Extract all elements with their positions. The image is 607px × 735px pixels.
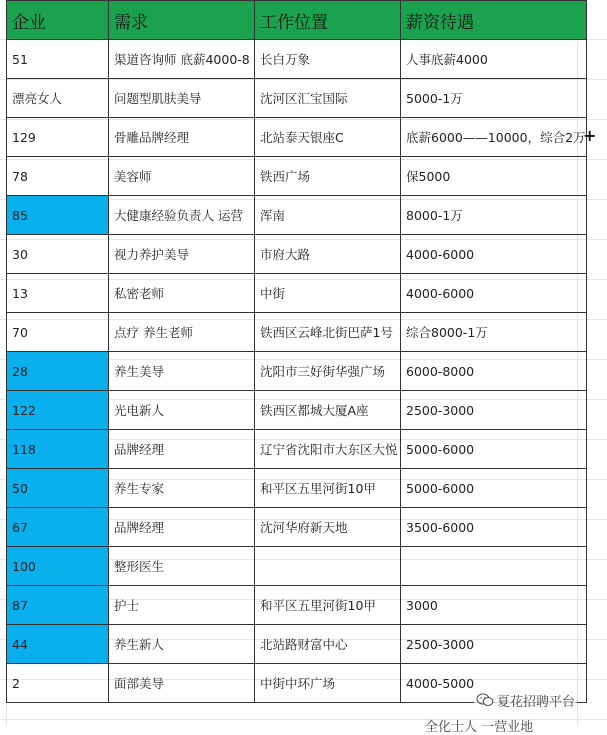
cell-need[interactable]: 问题型肌肤美导 <box>109 79 255 118</box>
cell-company[interactable]: 70 <box>7 313 109 352</box>
cell-salary[interactable]: 3000 <box>401 586 587 625</box>
cell-need[interactable]: 品牌经理 <box>109 508 255 547</box>
table-row <box>7 196 587 235</box>
table-row <box>7 391 587 430</box>
watermark <box>474 689 577 711</box>
cell-salary[interactable]: 6000-8000 <box>401 352 587 391</box>
cell-company[interactable]: 28 <box>7 352 109 391</box>
partial-next-row-text: 全化士人 一营业地 <box>425 720 534 735</box>
cell-company[interactable]: 85 <box>7 196 109 235</box>
cell-need[interactable]: 骨雕品牌经理 <box>109 118 255 157</box>
cell-company[interactable]: 30 <box>7 235 109 274</box>
cell-location[interactable]: 北站泰天银座C <box>255 118 401 157</box>
cell-location[interactable]: 沈河华府新天地 <box>255 508 401 547</box>
cell-need[interactable]: 私密老师 <box>109 274 255 313</box>
table-row <box>7 274 587 313</box>
cell-company[interactable]: 67 <box>7 508 109 547</box>
cell-company[interactable]: 51 <box>7 40 109 79</box>
cell-company[interactable]: 78 <box>7 157 109 196</box>
cell-location[interactable]: 浑南 <box>255 196 401 235</box>
table-row <box>7 235 587 274</box>
cell-need[interactable]: 整形医生 <box>109 547 255 586</box>
cell-location[interactable]: 北站路财富中心 <box>255 625 401 664</box>
header-salary[interactable]: 薪资待遇 <box>401 1 587 40</box>
cell-need[interactable]: 点疗 养生老师 <box>109 313 255 352</box>
watermark-label: 夏花招聘平台 <box>497 694 576 710</box>
header-need[interactable]: 需求 <box>109 1 255 40</box>
cell-company[interactable]: 2 <box>7 664 109 703</box>
table-row <box>7 547 587 586</box>
table-row <box>7 430 587 469</box>
cell-location[interactable]: 沈阳市三好街华强广场 <box>255 352 401 391</box>
cell-need[interactable]: 养生专家 <box>109 469 255 508</box>
cell-salary[interactable]: 4000-6000 <box>401 235 587 274</box>
cell-salary[interactable] <box>401 118 597 157</box>
cell-company[interactable]: 13 <box>7 274 109 313</box>
cell-need[interactable]: 品牌经理 <box>109 430 255 469</box>
cell-salary[interactable]: 综合8000-1万 <box>401 313 587 352</box>
table-row <box>7 118 587 157</box>
table-row <box>7 352 587 391</box>
cell-location[interactable]: 长白万象 <box>255 40 401 79</box>
table-row <box>7 508 587 547</box>
table-row <box>7 469 587 508</box>
table-row <box>7 625 587 664</box>
table-row <box>7 79 587 118</box>
cell-location[interactable]: 铁西广场 <box>255 157 401 196</box>
cell-salary[interactable]: 5000-1万 <box>401 79 587 118</box>
cell-company[interactable]: 118 <box>7 430 109 469</box>
cell-salary[interactable]: 4000-6000 <box>401 274 587 313</box>
cell-salary[interactable]: 5000-6000 <box>401 469 587 508</box>
cell-location[interactable]: 铁西区云峰北街巴萨1号 <box>255 313 401 352</box>
cell-location[interactable] <box>255 547 401 586</box>
table-row <box>7 40 587 79</box>
cell-company[interactable]: 129 <box>7 118 109 157</box>
cell-company[interactable]: 漂亮女人 <box>7 79 109 118</box>
cell-salary[interactable]: 人事底薪4000 <box>401 40 587 79</box>
cell-salary-text: 底薪6000——10000，综合2万 <box>406 130 586 145</box>
cell-need[interactable]: 大健康经验负责人 运营 <box>109 196 255 235</box>
cell-location[interactable]: 铁西区都城大厦A座 <box>255 391 401 430</box>
table-row <box>7 313 587 352</box>
cell-location[interactable]: 中街中环广场 <box>255 664 401 703</box>
cell-location[interactable]: 辽宁省沈阳市大东区大悦 <box>255 430 401 469</box>
overflow-plus-icon: + <box>583 126 597 145</box>
cell-salary[interactable]: 3500-6000 <box>401 508 587 547</box>
cell-salary[interactable]: 5000-6000 <box>401 430 587 469</box>
cell-salary[interactable]: 2500-3000 <box>401 391 587 430</box>
cell-company[interactable]: 87 <box>7 586 109 625</box>
cell-need[interactable]: 面部美导 <box>109 664 255 703</box>
cell-need[interactable]: 光电新人 <box>109 391 255 430</box>
cell-need[interactable]: 护士 <box>109 586 255 625</box>
cell-location[interactable]: 市府大路 <box>255 235 401 274</box>
cell-company[interactable]: 122 <box>7 391 109 430</box>
cell-company[interactable]: 44 <box>7 625 109 664</box>
cell-location[interactable]: 和平区五里河街10甲 <box>255 469 401 508</box>
cell-need[interactable]: 养生新人 <box>109 625 255 664</box>
cell-need[interactable]: 养生美导 <box>109 352 255 391</box>
header-location[interactable]: 工作位置 <box>255 1 401 40</box>
cell-salary[interactable]: 8000-1万 <box>401 196 587 235</box>
cell-need[interactable]: 视力养护美导 <box>109 235 255 274</box>
cell-company[interactable]: 100 <box>7 547 109 586</box>
cell-salary[interactable] <box>401 547 587 586</box>
cell-location[interactable]: 和平区五里河街10甲 <box>255 586 401 625</box>
cell-location[interactable]: 沈河区汇宝国际 <box>255 79 401 118</box>
cell-salary[interactable]: 2500-3000 <box>401 625 587 664</box>
table-row <box>7 586 587 625</box>
cell-salary[interactable]: 4000-5000 <box>401 664 587 703</box>
cell-company[interactable]: 50 <box>7 469 109 508</box>
jobs-table <box>6 0 597 703</box>
cell-need[interactable]: 渠道咨询师 底薪4000-8 <box>109 40 255 79</box>
header-company[interactable]: 企业 <box>7 1 109 40</box>
wechat-icon <box>476 693 494 707</box>
header-row <box>7 1 587 40</box>
cell-location[interactable]: 中街 <box>255 274 401 313</box>
table-row <box>7 157 587 196</box>
cell-salary[interactable]: 保5000 <box>401 157 587 196</box>
cell-need[interactable]: 美容师 <box>109 157 255 196</box>
